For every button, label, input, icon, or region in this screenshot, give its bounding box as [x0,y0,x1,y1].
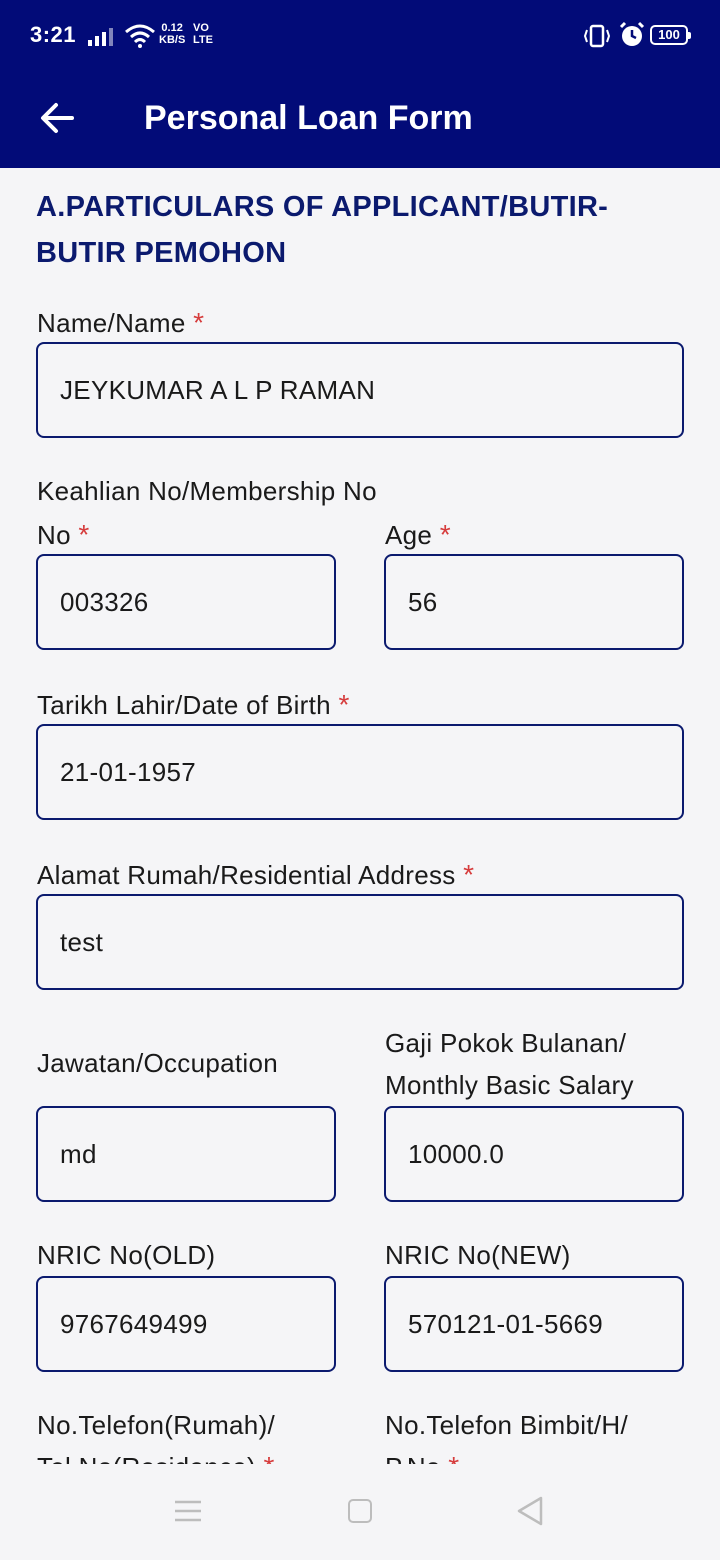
age-label [385,514,451,556]
membership-label-line2-text: No [37,520,71,550]
membership-field[interactable]: 003326 [36,554,336,650]
age-label-text: Age [385,520,433,550]
system-nav-bar [0,1464,720,1560]
name-label [37,302,204,344]
tel-mobile-label-line1: No.Telefon Bimbit/H/ [385,1410,628,1440]
app-bar [0,72,720,168]
occupation-label: Jawatan/Occupation [37,1048,278,1078]
occupation-field[interactable]: md [36,1106,336,1202]
network-speed-value: 0.12 [161,22,183,34]
address-label-text: Alamat Rumah/Residential Address [37,860,456,890]
dob-field[interactable]: 21-01-1957 [36,724,684,820]
home-icon[interactable] [348,1499,372,1523]
network-speed [159,22,185,46]
network-type-top: VO [193,22,209,34]
nric-new-field[interactable]: 570121-01-5669 [384,1276,684,1372]
network-type-bottom: LTE [193,34,213,46]
status-time: 3:21 [30,22,77,47]
dob-label [37,684,350,726]
name-field[interactable]: JEYKUMAR A L P RAMAN [36,342,684,438]
salary-field[interactable]: 10000.0 [384,1106,684,1202]
address-field[interactable]: test [36,894,684,990]
nav-back-icon[interactable] [516,1496,544,1526]
wifi-icon [124,24,156,48]
form-content[interactable] [0,168,720,1464]
page-title: Personal Loan Form [144,99,473,137]
nric-old-label: NRIC No(OLD) [37,1240,216,1270]
network-speed-unit: KB/S [159,34,186,46]
membership-label-line2 [37,514,90,556]
tel-residence-label-line1: No.Telefon(Rumah)/ [37,1410,276,1440]
address-label [37,854,474,896]
required-mark: * [193,307,205,338]
membership-label-line1: Keahlian No/Membership No [37,476,377,506]
signal-icon [88,28,116,46]
salary-label-line1: Gaji Pokok Bulanan/ [385,1028,627,1058]
battery-icon: 100 [650,25,688,45]
nric-old-field[interactable]: 9767649499 [36,1276,336,1372]
required-mark: * [463,859,475,890]
name-label-text: Name/Name [37,308,186,338]
required-mark: * [338,689,350,720]
vibrate-icon [582,24,612,48]
required-mark: * [439,519,451,550]
network-type [193,22,213,46]
salary-label-line2: Monthly Basic Salary [385,1070,634,1100]
arrow-left-icon[interactable] [34,94,82,142]
menu-icon[interactable] [174,1499,202,1523]
alarm-icon [619,22,645,48]
required-mark: * [78,519,90,550]
status-bar [0,0,720,72]
dob-label-text: Tarikh Lahir/Date of Birth [37,690,331,720]
nric-new-label: NRIC No(NEW) [385,1240,571,1270]
section-title: A.PARTICULARS OF APPLICANT/BUTIR-BUTIR PEMOHON [36,191,609,269]
age-field[interactable]: 56 [384,554,684,650]
